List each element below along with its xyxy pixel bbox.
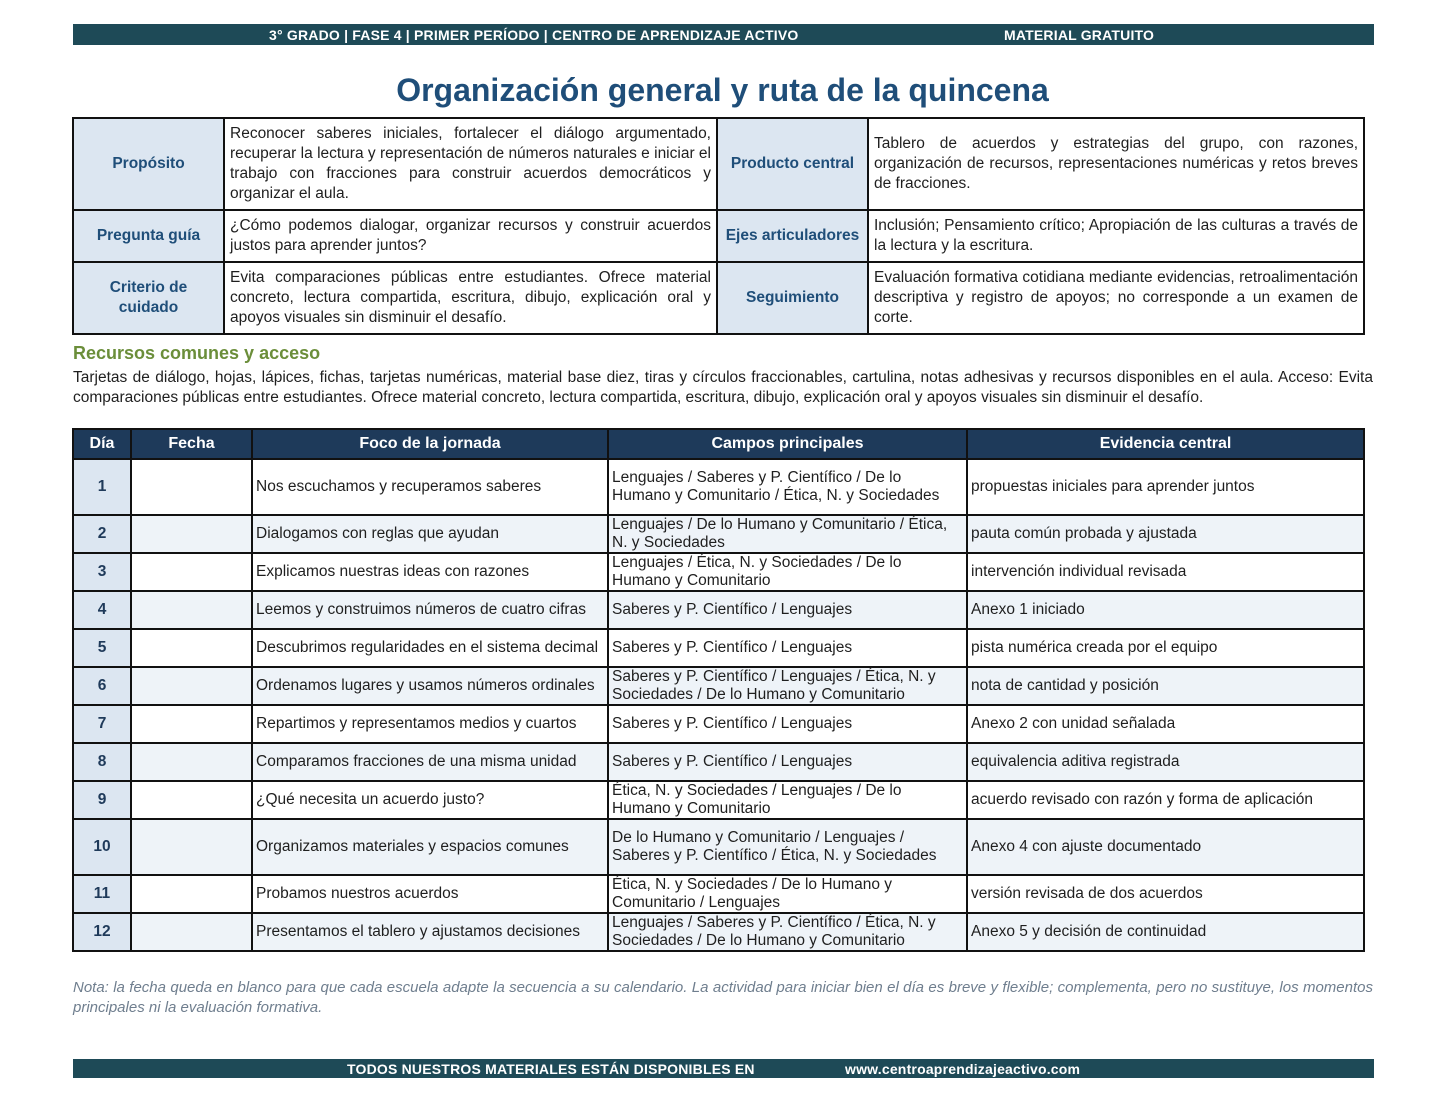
table-row — [73, 875, 1364, 913]
evidence-cell: equivalencia aditiva registrada — [967, 743, 1364, 781]
evidence-cell: pauta común probada y ajustada — [967, 515, 1364, 553]
header-dia: Día — [73, 429, 131, 459]
date-cell — [131, 875, 252, 913]
day-cell: 1 — [73, 459, 131, 515]
fields-cell: Saberes y P. Científico / Lenguajes — [608, 743, 967, 781]
header-bar — [73, 24, 1374, 45]
fields-cell: Saberes y P. Científico / Lenguajes / Ética, N. y Sociedades / De lo Humano y Comunitario — [608, 667, 967, 705]
fields-cell: Lenguajes / Saberes y P. Científico / De lo Humano y Comunitario / Ética, N. y Sociedades — [608, 459, 967, 515]
header-evidencia: Evidencia central — [967, 429, 1364, 459]
date-cell — [131, 667, 252, 705]
evidence-cell: propuestas iniciales para aprender juntos — [967, 459, 1364, 515]
proposito-text: Reconocer saberes iniciales, fortalecer el diálogo argumentado, recuperar la lectura y representación de números naturales e iniciar el trabajo con fracciones para construir acuerdos democráticos y organizar el aula. — [224, 118, 717, 210]
day-cell: 11 — [73, 875, 131, 913]
ejes-text: Inclusión; Pensamiento crítico; Apropiación de las culturas a través de la lectura y la escritura. — [868, 210, 1364, 262]
table-row — [73, 515, 1364, 553]
evidence-cell: nota de cantidad y posición — [967, 667, 1364, 705]
evidence-cell: Anexo 5 y decisión de continuidad — [967, 913, 1364, 951]
focus-cell: Repartimos y representamos medios y cuartos — [252, 705, 608, 743]
focus-cell: Explicamos nuestras ideas con razones — [252, 553, 608, 591]
table-row — [73, 781, 1364, 819]
table-row — [73, 459, 1364, 515]
date-cell — [131, 553, 252, 591]
schedule-table — [72, 428, 1365, 952]
footnote: Nota: la fecha queda en blanco para que cada escuela adapte la secuencia a su calendario. La actividad para iniciar bien el día es breve y flexible; complementa, pero no sustituye, los momentos principales ni la evaluación formativa. — [73, 979, 1373, 1016]
fields-cell: Lenguajes / Ética, N. y Sociedades / De lo Humano y Comunitario — [608, 553, 967, 591]
table-row — [73, 743, 1364, 781]
fields-cell: Ética, N. y Sociedades / Lenguajes / De lo Humano y Comunitario — [608, 781, 967, 819]
table-row — [73, 819, 1364, 875]
footer-availability: TODOS NUESTROS MATERIALES ESTÁN DISPONIBLES EN — [347, 1060, 755, 1077]
date-cell — [131, 459, 252, 515]
focus-cell: Descubrimos regularidades en el sistema decimal — [252, 629, 608, 667]
evidence-cell: intervención individual revisada — [967, 553, 1364, 591]
evidence-cell: Anexo 4 con ajuste documentado — [967, 819, 1364, 875]
fields-cell: Saberes y P. Científico / Lenguajes — [608, 629, 967, 667]
focus-cell: Presentamos el tablero y ajustamos decisiones — [252, 913, 608, 951]
criterio-label: Criterio de cuidado — [73, 262, 224, 334]
table-row — [73, 629, 1364, 667]
evidence-cell: versión revisada de dos acuerdos — [967, 875, 1364, 913]
day-cell: 12 — [73, 913, 131, 951]
fields-cell: Ética, N. y Sociedades / De lo Humano y Comunitario / Lenguajes — [608, 875, 967, 913]
ejes-label: Ejes articuladores — [717, 210, 868, 262]
producto-text: Tablero de acuerdos y estrategias del grupo, con razones, organización de recursos, representaciones numéricas y retos breves de fracciones. — [868, 118, 1364, 210]
date-cell — [131, 913, 252, 951]
overview-table — [72, 117, 1365, 335]
day-cell: 3 — [73, 553, 131, 591]
focus-cell: Nos escuchamos y recuperamos saberes — [252, 459, 608, 515]
table-row — [73, 667, 1364, 705]
pregunta-text: ¿Cómo podemos dialogar, organizar recursos y construir acuerdos justos para aprender juntos? — [224, 210, 717, 262]
producto-label: Producto central — [717, 118, 868, 210]
day-cell: 10 — [73, 819, 131, 875]
day-cell: 6 — [73, 667, 131, 705]
fields-cell: Lenguajes / Saberes y P. Científico / Ética, N. y Sociedades / De lo Humano y Comunitario — [608, 913, 967, 951]
resources-title: Recursos comunes y acceso — [73, 343, 321, 363]
header-foco: Foco de la jornada — [252, 429, 608, 459]
seguimiento-text: Evaluación formativa cotidiana mediante evidencias, retroalimentación descriptiva y registro de apoyos; no corresponde a un examen de corte. — [868, 262, 1364, 334]
criterio-text: Evita comparaciones públicas entre estudiantes. Ofrece material concreto, lectura compartida, escritura, dibujo, explicación oral y apoyos visuales sin disminuir el desafío. — [224, 262, 717, 334]
fields-cell: Saberes y P. Científico / Lenguajes — [608, 705, 967, 743]
table-row — [73, 591, 1364, 629]
table-row — [73, 913, 1364, 951]
date-cell — [131, 819, 252, 875]
fields-cell: Lenguajes / De lo Humano y Comunitario / Ética, N. y Sociedades — [608, 515, 967, 553]
evidence-cell: pista numérica creada por el equipo — [967, 629, 1364, 667]
header-free-material: MATERIAL GRATUITO — [1004, 26, 1155, 43]
fields-cell: De lo Humano y Comunitario / Lenguajes / Saberes y P. Científico / Ética, N. y Sociedades — [608, 819, 967, 875]
day-cell: 8 — [73, 743, 131, 781]
footer-bar — [73, 1059, 1374, 1078]
resources-text: Tarjetas de diálogo, hojas, lápices, fichas, tarjetas numéricas, material base diez, tiras y círculos fraccionables, cartulina, notas adhesivas y recursos disponibles en el aula. Acceso: Evita comparaciones públicas entre estudiantes. Ofrece material concreto, lectura compartida, escritura, dibujo, explicación oral y apoyos visuales sin disminuir el desafío. — [73, 369, 1373, 406]
pregunta-label: Pregunta guía — [73, 210, 224, 262]
page-title: Organización general y ruta de la quincena — [396, 72, 1049, 108]
day-cell: 2 — [73, 515, 131, 553]
focus-cell: Dialogamos con reglas que ayudan — [252, 515, 608, 553]
day-cell: 7 — [73, 705, 131, 743]
focus-cell: Leemos y construimos números de cuatro cifras — [252, 591, 608, 629]
date-cell — [131, 781, 252, 819]
table-row — [73, 705, 1364, 743]
focus-cell: Probamos nuestros acuerdos — [252, 875, 608, 913]
date-cell — [131, 705, 252, 743]
date-cell — [131, 629, 252, 667]
proposito-label: Propósito — [73, 118, 224, 210]
evidence-cell: Anexo 2 con unidad señalada — [967, 705, 1364, 743]
day-cell: 4 — [73, 591, 131, 629]
seguimiento-label: Seguimiento — [717, 262, 868, 334]
table-row — [73, 553, 1364, 591]
focus-cell: Organizamos materiales y espacios comunes — [252, 819, 608, 875]
day-cell: 9 — [73, 781, 131, 819]
focus-cell: Comparamos fracciones de una misma unidad — [252, 743, 608, 781]
date-cell — [131, 591, 252, 629]
header-fecha: Fecha — [131, 429, 252, 459]
fields-cell: Saberes y P. Científico / Lenguajes — [608, 591, 967, 629]
focus-cell: ¿Qué necesita un acuerdo justo? — [252, 781, 608, 819]
date-cell — [131, 515, 252, 553]
day-cell: 5 — [73, 629, 131, 667]
focus-cell: Ordenamos lugares y usamos números ordinales — [252, 667, 608, 705]
header-info: 3° GRADO | FASE 4 | PRIMER PERÍODO | CENTRO DE APRENDIZAJE ACTIVO — [269, 26, 799, 43]
footer-website-link[interactable]: www.centroaprendizajeactivo.com — [845, 1060, 1081, 1077]
evidence-cell: Anexo 1 iniciado — [967, 591, 1364, 629]
header-campos: Campos principales — [608, 429, 967, 459]
evidence-cell: acuerdo revisado con razón y forma de aplicación — [967, 781, 1364, 819]
date-cell — [131, 743, 252, 781]
